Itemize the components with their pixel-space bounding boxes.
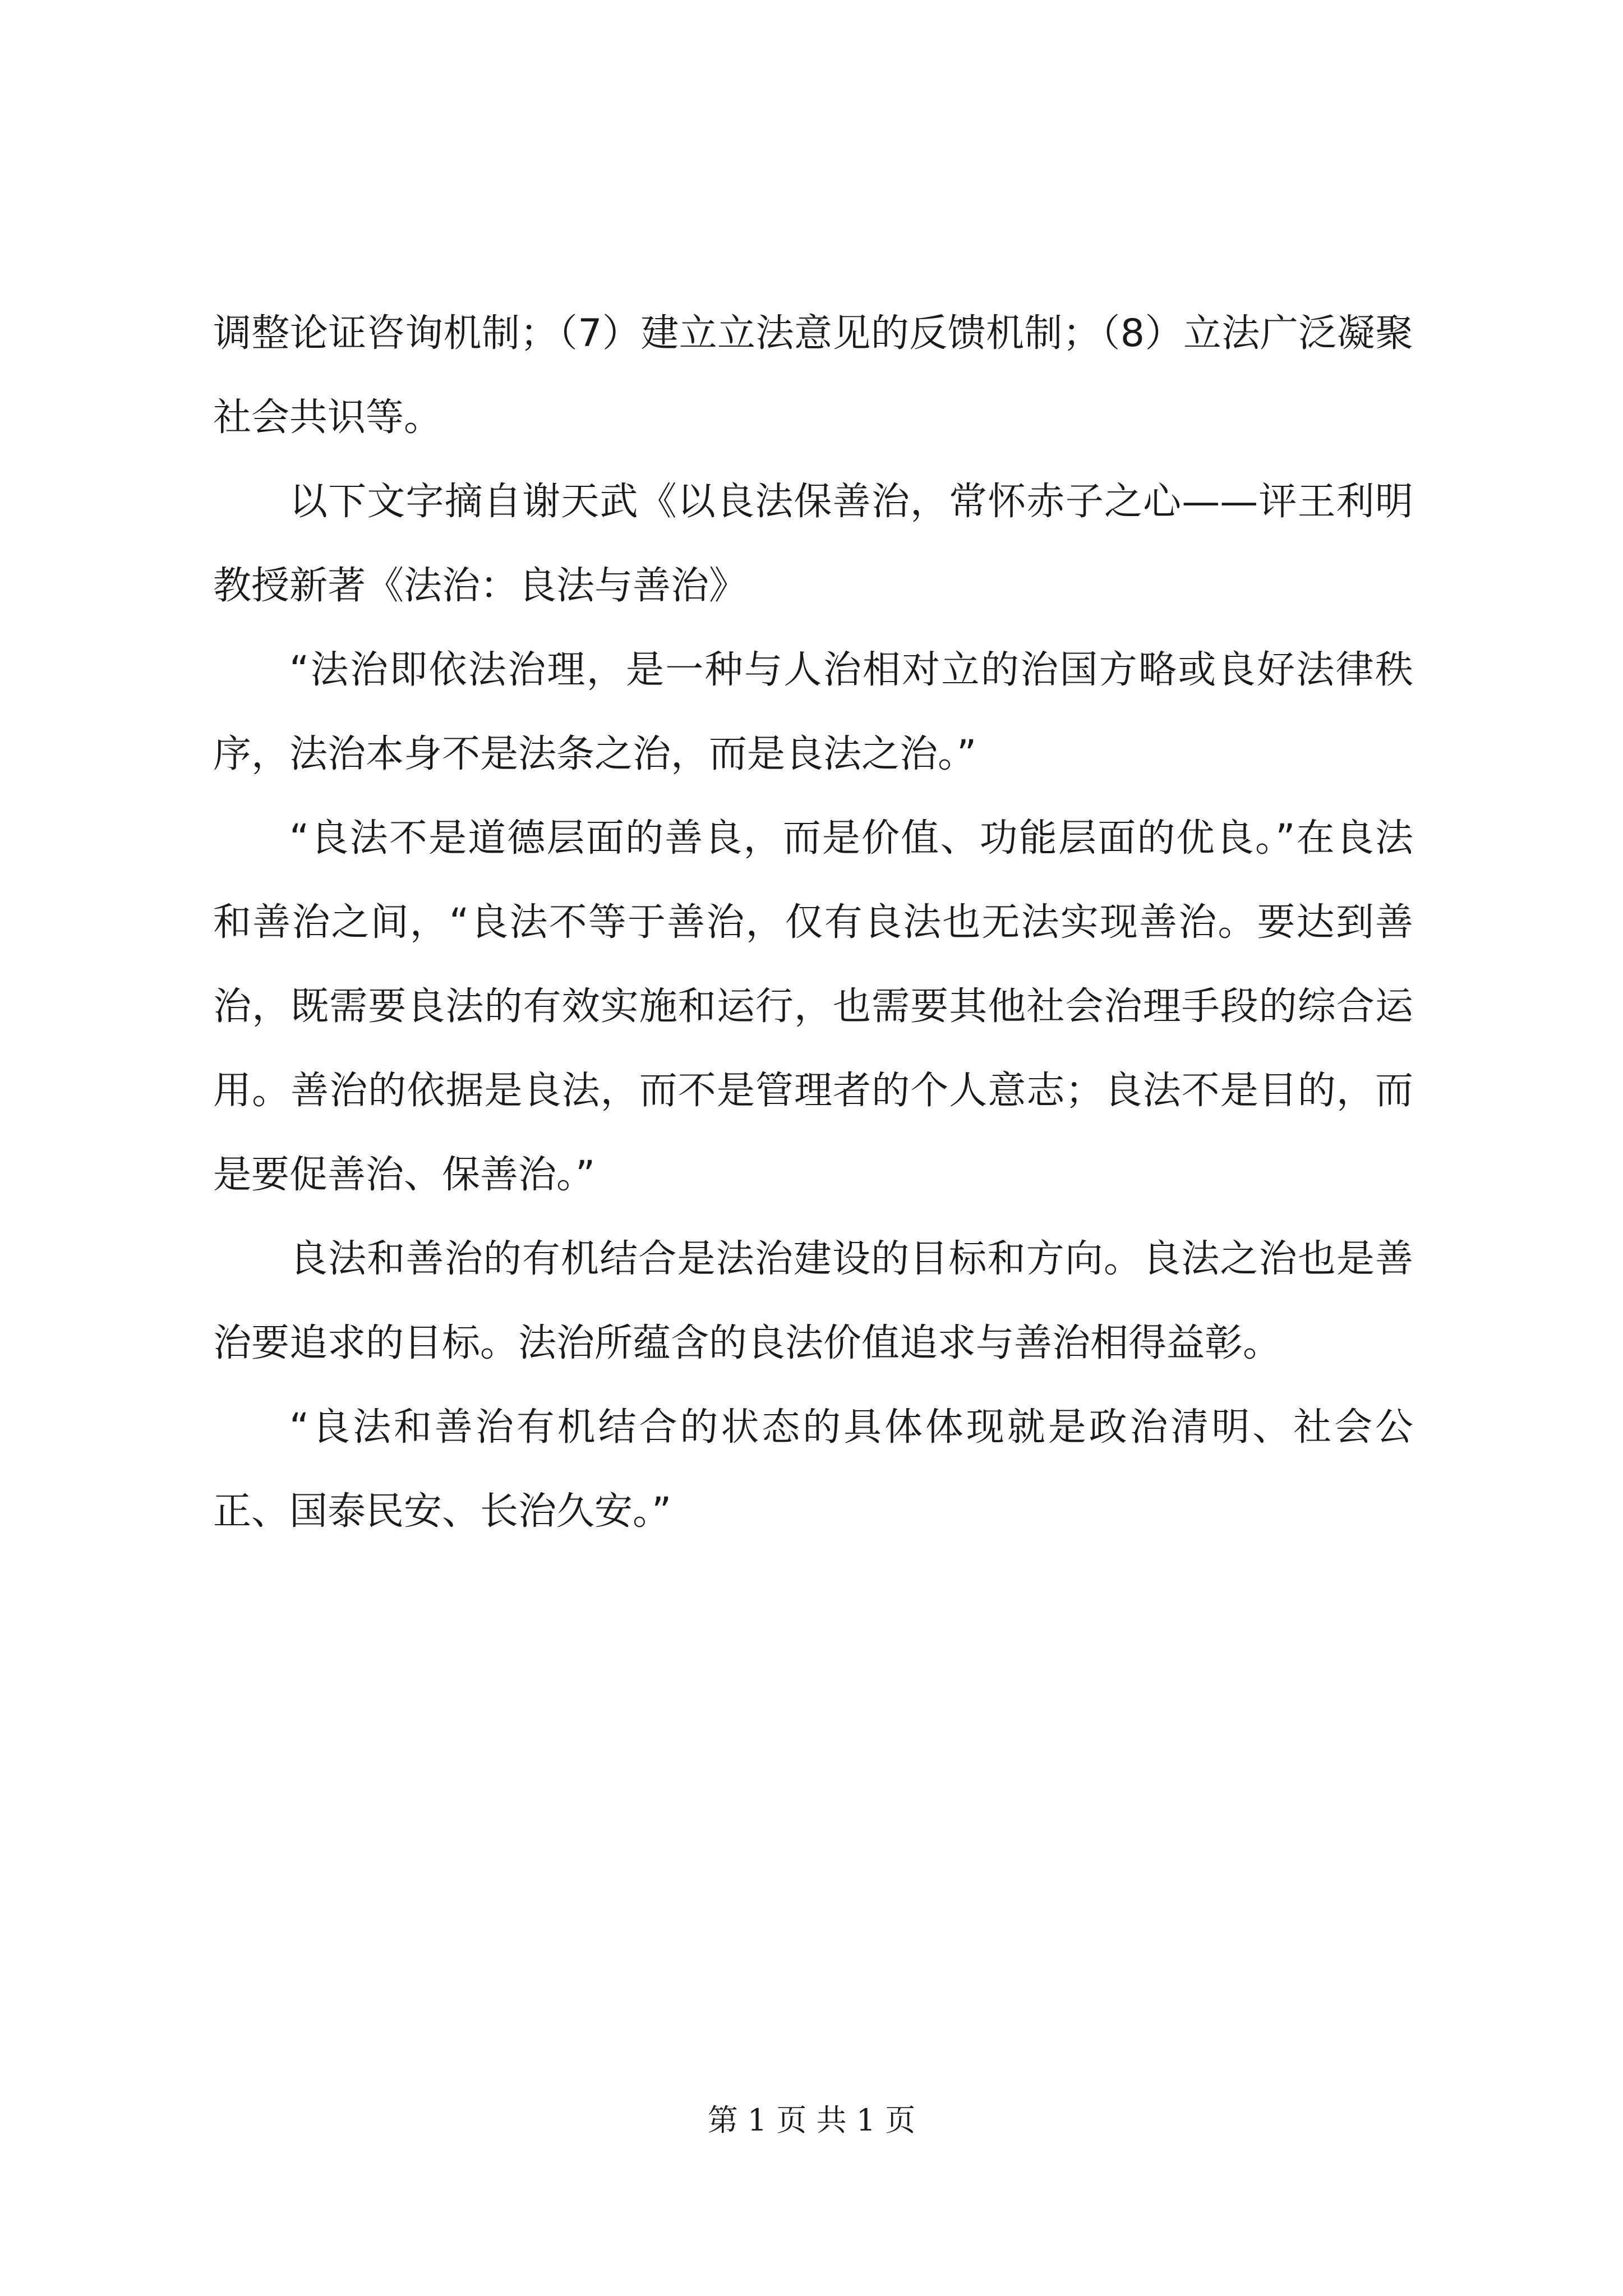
paragraph-3: “法治即依法治理，是一种与人治相对立的治国方略或良好法律秩序，法治本身不是法条之治，而是良法之治。” [213,648,1413,776]
document-body [213,292,1413,1554]
paragraph-4: “良法不是道德层面的善良，而是价值、功能层面的优良。”在良法和善治之间，“良法不等于善治，仅有良法也无法实现善治。要达到善治，既需要良法的有效实施和运行，也需要其他社会治理手段的综合运用。善治的依据是良法，而不是管理者的个人意志；良法不是目的，而是要促善治、保善治。” [213,816,1413,1197]
paragraph-5: 良法和善治的有机结合是法治建设的目标和方向。良法之治也是善治要追求的目标。法治所蕴含的良法价值追求与善治相得益彰。 [213,1237,1413,1365]
paragraph-2: 以下文字摘自谢天武《以良法保善治，常怀赤子之心——评王利明教授新著《法治：良法与善治》 [213,480,1413,608]
page-number-label: 第 1 页 共 1 页 [707,2102,916,2138]
paragraph-1: 调整论证咨询机制；（7）建立立法意见的反馈机制；（8）立法广泛凝聚社会共识等。 [213,311,1413,440]
page-footer [0,2098,1623,2143]
paragraph-6: “良法和善治有机结合的状态的具体体现就是政治清明、社会公正、国泰民安、长治久安。” [213,1405,1413,1534]
